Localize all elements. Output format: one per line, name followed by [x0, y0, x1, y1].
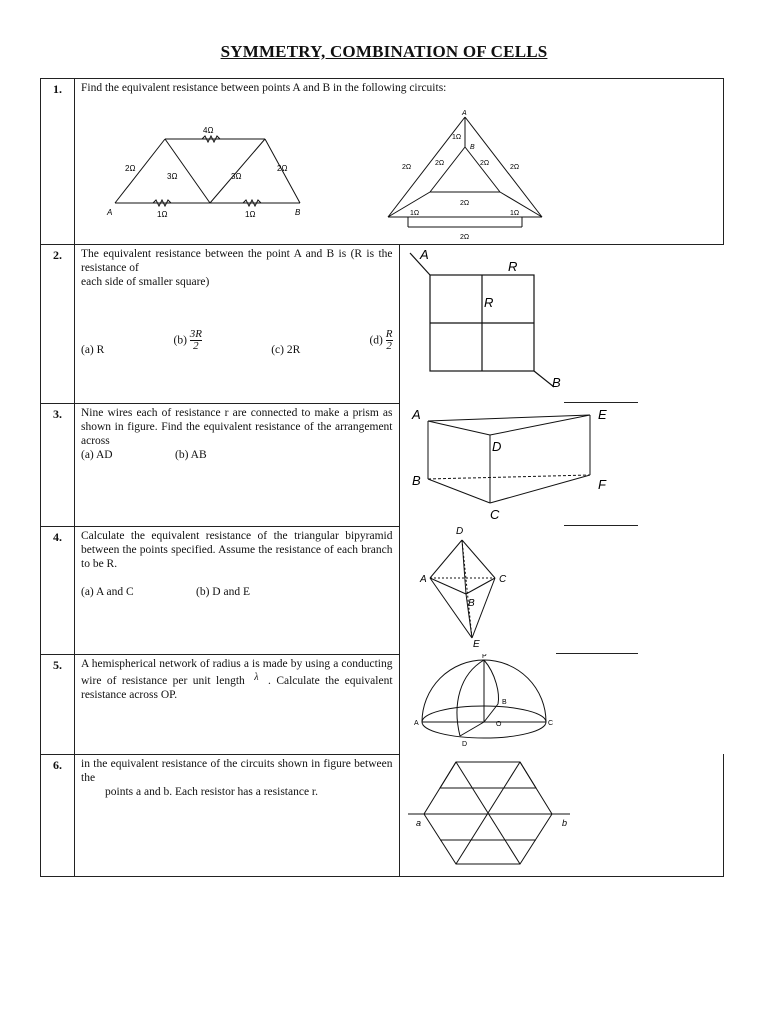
resistor-label: 2Ω [435, 160, 445, 167]
node-label: E [472, 639, 480, 649]
figure-cell [399, 245, 724, 404]
node-label: C [547, 720, 553, 727]
resistor-label: 2Ω [402, 164, 412, 171]
node-label: B [295, 208, 301, 217]
question-row-3 [41, 403, 724, 526]
question-text: The equivalent resistance between the point A and B is (R is the resistance of [81, 248, 393, 274]
triangle-circuit-figure [380, 107, 550, 242]
resistor-label: 1Ω [510, 210, 520, 217]
option-a: (a) AD [81, 448, 113, 461]
node-label: D [491, 439, 501, 454]
figure-cell [399, 754, 724, 877]
question-text-end: . Calculate the equivalent resistance across OP. [81, 674, 393, 701]
resistor-label: R [483, 295, 493, 310]
square-grid-figure [400, 245, 638, 398]
node-label: B [411, 473, 421, 488]
node-label: F [597, 477, 606, 492]
question-row-4 [41, 526, 724, 654]
questions-table [40, 78, 724, 877]
resistor-label: 2Ω [460, 200, 470, 207]
node-label: A [419, 574, 427, 585]
bridge-circuit-figure [105, 121, 325, 231]
node-label: O [495, 721, 501, 728]
question-text-cell [75, 403, 400, 526]
node-label: A [413, 720, 419, 727]
question-cell [75, 79, 724, 245]
option-d: (d) $\frac{R}{2}$ [369, 328, 393, 352]
node-label: D [461, 741, 467, 748]
resistor-label: 1Ω [410, 210, 420, 217]
prism-figure [400, 403, 638, 521]
lambda-symbol: λ [254, 671, 259, 683]
resistor-label: 2Ω [125, 164, 136, 173]
question-text: A hemispherical network of radius a is made by using a conducting wire of resistance per unit length [81, 657, 393, 687]
question-text-cell [75, 245, 400, 404]
question-number: 4. [41, 526, 75, 654]
question-number: 2. [41, 245, 75, 404]
node-label: B [470, 144, 475, 151]
resistor-label: 2Ω [460, 234, 470, 241]
resistor-label: 1Ω [245, 210, 256, 219]
hemisphere-figure [400, 654, 638, 749]
question-text: in the equivalent resistance of the circuits shown in figure between the [81, 757, 393, 784]
node-label: B [501, 699, 507, 706]
page-title: SYMMETRY, COMBINATION OF CELLS [220, 42, 548, 61]
figure-cell [399, 654, 724, 754]
bipyramid-figure [400, 526, 638, 649]
question-row-2 [41, 245, 724, 404]
resistor-label: 1Ω [452, 134, 462, 141]
option-b: (b) D and E [196, 585, 250, 598]
node-label: D [455, 526, 463, 537]
option-b: (b) $\frac{3R}{2}$ [173, 328, 203, 352]
node-label: a [415, 818, 421, 828]
resistor-label: 4Ω [203, 126, 214, 135]
question-text-cont: points a and b. Each resistor has a resistance r. [105, 785, 319, 798]
figure-cell [399, 526, 724, 654]
question-number: 5. [41, 654, 75, 754]
node-label: A [107, 208, 113, 217]
resistor-label: R [507, 259, 517, 274]
resistor-label: 2Ω [480, 160, 490, 167]
question-text-cell [75, 754, 400, 877]
question-number: 1. [41, 79, 75, 245]
question-row-6 [41, 754, 724, 877]
question-text-cont: each side of smaller square) [81, 276, 210, 288]
hexagon-network-figure [400, 754, 637, 871]
node-label: C [489, 507, 499, 521]
node-label: B [467, 598, 475, 609]
question-number: 6. [41, 754, 75, 877]
option-a: (a) R [81, 344, 105, 356]
node-label: A [462, 110, 467, 117]
node-label: A [411, 407, 421, 422]
option-b: (b) AB [175, 448, 207, 461]
node-label: B [551, 375, 561, 390]
question-text: Nine wires each of resistance r are connected to make a prism as shown in figure. Find the equivalent resistance of the arrangement across [81, 406, 393, 447]
node-label: A [419, 247, 429, 262]
node-label: b [561, 818, 567, 828]
question-text: Calculate the equivalent resistance of the triangular bipyramid between the points specified. Assume the resistance of each branch to be R. [81, 529, 393, 570]
figure-cell [399, 403, 724, 526]
resistor-label: 2Ω [510, 164, 520, 171]
resistor-label: 1Ω [157, 210, 168, 219]
question-text-cell [75, 526, 400, 654]
node-label: C [498, 574, 506, 585]
question-row-5 [41, 654, 724, 754]
node-label: E [597, 407, 607, 422]
question-number: 3. [41, 403, 75, 526]
resistor-label: 3Ω [167, 172, 178, 181]
question-row-1 [41, 79, 724, 245]
question-text-cell [75, 654, 400, 754]
option-a: (a) A and C [81, 585, 134, 598]
question-text: Find the equivalent resistance between points A and B in the following circuits: [81, 82, 447, 94]
resistor-label: 3Ω [231, 172, 242, 181]
option-c: (c) 2R [271, 344, 301, 356]
resistor-label: 2Ω [277, 164, 288, 173]
node-label: P [481, 654, 487, 660]
